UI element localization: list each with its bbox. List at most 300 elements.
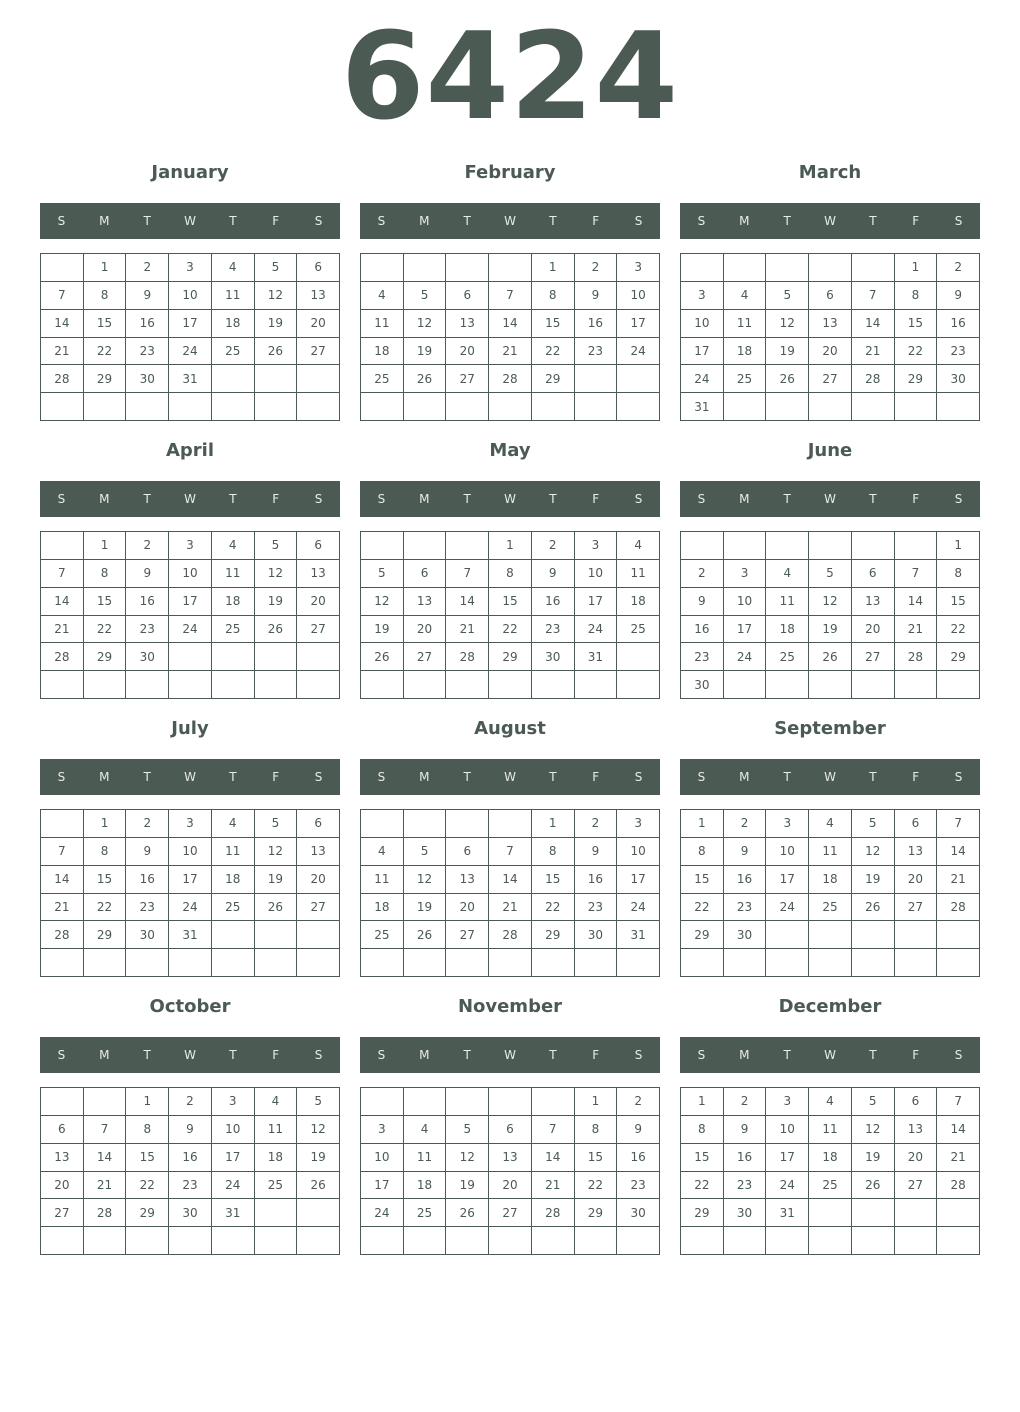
day-cell: 2	[937, 254, 980, 282]
empty-day-cell	[809, 532, 852, 560]
empty-day-cell	[446, 810, 489, 838]
empty-day-cell	[297, 365, 340, 393]
day-cell: 19	[809, 616, 852, 644]
day-cell: 29	[84, 365, 127, 393]
empty-day-cell	[212, 393, 255, 421]
day-cell: 8	[84, 560, 127, 588]
day-cell: 8	[681, 838, 724, 866]
day-cell: 20	[809, 338, 852, 366]
day-cell: 30	[126, 365, 169, 393]
day-cell: 1	[84, 254, 127, 282]
weekday-label: W	[824, 1048, 836, 1062]
day-cell: 8	[937, 560, 980, 588]
day-cell: 28	[852, 365, 895, 393]
day-cell: 13	[809, 310, 852, 338]
day-cell: 25	[766, 643, 809, 671]
day-cell: 1	[532, 810, 575, 838]
empty-day-cell	[84, 949, 127, 977]
day-cell: 31	[212, 1199, 255, 1227]
day-cell: 8	[681, 1116, 724, 1144]
day-grid	[40, 1087, 340, 1255]
day-cell: 6	[852, 560, 895, 588]
day-cell: 2	[126, 810, 169, 838]
empty-day-cell	[575, 671, 618, 699]
day-cell: 21	[489, 894, 532, 922]
empty-day-cell	[724, 671, 767, 699]
empty-day-cell	[895, 921, 938, 949]
empty-day-cell	[126, 949, 169, 977]
day-cell: 6	[446, 838, 489, 866]
day-cell: 24	[212, 1172, 255, 1200]
day-grid	[360, 531, 660, 699]
day-cell: 29	[681, 921, 724, 949]
day-cell: 11	[212, 282, 255, 310]
empty-day-cell	[724, 532, 767, 560]
weekday-label: F	[272, 214, 280, 228]
day-cell: 2	[532, 532, 575, 560]
day-cell: 11	[809, 838, 852, 866]
day-cell: 29	[575, 1199, 618, 1227]
weekday-label: S	[377, 770, 386, 784]
day-cell: 15	[84, 310, 127, 338]
day-cell: 19	[404, 894, 447, 922]
day-cell: 17	[169, 310, 212, 338]
empty-day-cell	[361, 1088, 404, 1116]
empty-day-cell	[126, 671, 169, 699]
day-cell: 9	[126, 560, 169, 588]
empty-day-cell	[169, 671, 212, 699]
day-cell: 11	[724, 310, 767, 338]
day-cell: 2	[169, 1088, 212, 1116]
day-cell: 20	[446, 338, 489, 366]
day-cell: 3	[681, 282, 724, 310]
empty-day-cell	[212, 949, 255, 977]
weekday-label: T	[549, 770, 557, 784]
day-cell: 5	[404, 838, 447, 866]
day-cell: 18	[212, 310, 255, 338]
day-cell: 25	[255, 1172, 298, 1200]
day-cell: 9	[724, 838, 767, 866]
weekday-header	[360, 759, 660, 795]
day-cell: 9	[724, 1116, 767, 1144]
empty-day-cell	[852, 671, 895, 699]
day-cell: 5	[255, 532, 298, 560]
day-cell: 30	[937, 365, 980, 393]
weekday-header	[680, 1037, 980, 1073]
empty-day-cell	[297, 393, 340, 421]
day-cell: 3	[212, 1088, 255, 1116]
day-cell: 20	[489, 1172, 532, 1200]
day-cell: 27	[895, 1172, 938, 1200]
weekday-label: T	[143, 214, 151, 228]
day-cell: 13	[404, 588, 447, 616]
day-cell: 17	[766, 866, 809, 894]
day-cell: 26	[809, 643, 852, 671]
day-cell: 15	[575, 1144, 618, 1172]
day-cell: 10	[766, 838, 809, 866]
empty-day-cell	[852, 1227, 895, 1255]
day-cell: 14	[84, 1144, 127, 1172]
day-cell: 21	[41, 338, 84, 366]
empty-day-cell	[895, 671, 938, 699]
day-cell: 29	[84, 921, 127, 949]
day-cell: 23	[126, 894, 169, 922]
weekday-label: T	[869, 214, 877, 228]
weekday-label: W	[184, 214, 196, 228]
day-cell: 26	[297, 1172, 340, 1200]
weekday-label: T	[463, 214, 471, 228]
weekday-label: S	[954, 492, 963, 506]
weekday-label: F	[272, 1048, 280, 1062]
day-cell: 29	[84, 643, 127, 671]
day-cell: 20	[404, 616, 447, 644]
day-cell: 6	[809, 282, 852, 310]
empty-day-cell	[617, 671, 660, 699]
day-cell: 15	[937, 588, 980, 616]
empty-day-cell	[404, 532, 447, 560]
weekday-label: M	[739, 214, 750, 228]
day-cell: 30	[681, 671, 724, 699]
day-cell: 9	[681, 588, 724, 616]
day-cell: 12	[766, 310, 809, 338]
day-cell: 20	[41, 1172, 84, 1200]
empty-day-cell	[852, 393, 895, 421]
day-cell: 2	[575, 254, 618, 282]
day-cell: 31	[169, 921, 212, 949]
day-cell: 23	[126, 616, 169, 644]
empty-day-cell	[255, 643, 298, 671]
weekday-label: M	[99, 1048, 110, 1062]
month-name: December	[778, 996, 882, 1017]
weekday-label: M	[419, 770, 430, 784]
day-cell: 1	[681, 1088, 724, 1116]
day-cell: 29	[489, 643, 532, 671]
weekday-header	[360, 481, 660, 517]
empty-day-cell	[766, 671, 809, 699]
day-cell: 8	[532, 282, 575, 310]
day-cell: 4	[724, 282, 767, 310]
day-cell: 17	[617, 866, 660, 894]
day-cell: 27	[297, 894, 340, 922]
weekday-label: T	[869, 770, 877, 784]
day-cell: 24	[766, 1172, 809, 1200]
day-cell: 16	[126, 588, 169, 616]
day-cell: 9	[126, 838, 169, 866]
day-cell: 27	[895, 894, 938, 922]
day-cell: 13	[895, 838, 938, 866]
day-cell: 26	[766, 365, 809, 393]
weekday-label: S	[634, 214, 643, 228]
day-cell: 23	[937, 338, 980, 366]
day-cell: 13	[852, 588, 895, 616]
empty-day-cell	[404, 393, 447, 421]
day-cell: 17	[212, 1144, 255, 1172]
empty-day-cell	[41, 1227, 84, 1255]
day-cell: 17	[681, 338, 724, 366]
day-cell: 31	[681, 393, 724, 421]
day-cell: 11	[212, 838, 255, 866]
empty-day-cell	[681, 1227, 724, 1255]
day-cell: 3	[724, 560, 767, 588]
day-cell: 12	[446, 1144, 489, 1172]
empty-day-cell	[404, 1088, 447, 1116]
day-cell: 28	[937, 894, 980, 922]
empty-day-cell	[361, 949, 404, 977]
empty-day-cell	[255, 365, 298, 393]
empty-day-cell	[255, 393, 298, 421]
weekday-label: T	[229, 770, 237, 784]
weekday-label: W	[184, 1048, 196, 1062]
day-cell: 9	[169, 1116, 212, 1144]
weekday-label: T	[869, 1048, 877, 1062]
weekday-label: S	[634, 770, 643, 784]
empty-day-cell	[41, 1088, 84, 1116]
empty-day-cell	[169, 1227, 212, 1255]
weekday-header	[40, 759, 340, 795]
weekday-label: F	[912, 770, 920, 784]
empty-day-cell	[361, 810, 404, 838]
empty-day-cell	[361, 393, 404, 421]
day-cell: 24	[169, 616, 212, 644]
weekday-label: F	[912, 492, 920, 506]
day-cell: 12	[852, 1116, 895, 1144]
day-cell: 22	[84, 894, 127, 922]
day-cell: 25	[404, 1199, 447, 1227]
day-cell: 6	[489, 1116, 532, 1144]
day-cell: 2	[681, 560, 724, 588]
weekday-label: W	[504, 770, 516, 784]
empty-day-cell	[126, 393, 169, 421]
weekday-label: S	[634, 1048, 643, 1062]
weekday-label: F	[592, 214, 600, 228]
empty-day-cell	[766, 254, 809, 282]
day-cell: 10	[617, 282, 660, 310]
empty-day-cell	[681, 532, 724, 560]
day-cell: 23	[126, 338, 169, 366]
empty-day-cell	[809, 671, 852, 699]
day-cell: 17	[617, 310, 660, 338]
day-cell: 25	[361, 365, 404, 393]
day-cell: 22	[937, 616, 980, 644]
day-cell: 11	[361, 310, 404, 338]
day-cell: 2	[724, 1088, 767, 1116]
empty-day-cell	[361, 671, 404, 699]
weekday-label: F	[592, 492, 600, 506]
day-cell: 5	[361, 560, 404, 588]
day-cell: 30	[169, 1199, 212, 1227]
day-cell: 1	[126, 1088, 169, 1116]
day-grid	[360, 1087, 660, 1255]
day-cell: 23	[575, 894, 618, 922]
day-cell: 17	[169, 866, 212, 894]
empty-day-cell	[297, 1227, 340, 1255]
weekday-label: M	[739, 770, 750, 784]
day-cell: 14	[937, 1116, 980, 1144]
empty-day-cell	[852, 254, 895, 282]
day-cell: 19	[852, 866, 895, 894]
day-cell: 28	[41, 921, 84, 949]
day-cell: 3	[169, 254, 212, 282]
empty-day-cell	[41, 532, 84, 560]
day-cell: 24	[575, 616, 618, 644]
empty-day-cell	[41, 949, 84, 977]
day-cell: 8	[895, 282, 938, 310]
weekday-label: F	[592, 1048, 600, 1062]
day-cell: 25	[212, 338, 255, 366]
day-cell: 5	[404, 282, 447, 310]
weekday-label: T	[143, 770, 151, 784]
day-cell: 13	[489, 1144, 532, 1172]
empty-day-cell	[681, 949, 724, 977]
empty-day-cell	[852, 949, 895, 977]
empty-day-cell	[532, 671, 575, 699]
day-cell: 8	[126, 1116, 169, 1144]
weekday-header	[40, 1037, 340, 1073]
day-cell: 29	[126, 1199, 169, 1227]
day-cell: 26	[361, 643, 404, 671]
day-cell: 15	[84, 588, 127, 616]
empty-day-cell	[446, 1227, 489, 1255]
day-cell: 13	[297, 282, 340, 310]
empty-day-cell	[809, 1227, 852, 1255]
weekday-label: M	[99, 214, 110, 228]
day-cell: 10	[212, 1116, 255, 1144]
day-cell: 13	[446, 866, 489, 894]
day-cell: 22	[84, 616, 127, 644]
day-cell: 9	[937, 282, 980, 310]
day-grid	[40, 253, 340, 421]
day-cell: 2	[126, 532, 169, 560]
empty-day-cell	[212, 365, 255, 393]
day-cell: 23	[724, 894, 767, 922]
day-grid	[40, 809, 340, 977]
weekday-label: M	[419, 214, 430, 228]
empty-day-cell	[297, 671, 340, 699]
weekday-label: T	[143, 492, 151, 506]
weekday-label: F	[272, 492, 280, 506]
day-cell: 14	[489, 866, 532, 894]
empty-day-cell	[404, 949, 447, 977]
weekday-label: S	[634, 492, 643, 506]
weekday-label: T	[229, 1048, 237, 1062]
day-cell: 19	[255, 310, 298, 338]
day-cell: 24	[681, 365, 724, 393]
day-cell: 31	[766, 1199, 809, 1227]
day-cell: 9	[532, 560, 575, 588]
day-cell: 4	[766, 560, 809, 588]
day-cell: 15	[681, 1144, 724, 1172]
month-name: April	[165, 440, 215, 461]
weekday-label: S	[314, 1048, 323, 1062]
empty-day-cell	[724, 393, 767, 421]
empty-day-cell	[766, 921, 809, 949]
empty-day-cell	[84, 1227, 127, 1255]
day-cell: 10	[724, 588, 767, 616]
day-cell: 9	[126, 282, 169, 310]
weekday-label: T	[463, 492, 471, 506]
empty-day-cell	[489, 254, 532, 282]
weekday-label: T	[783, 1048, 791, 1062]
empty-day-cell	[809, 1199, 852, 1227]
empty-day-cell	[255, 1199, 298, 1227]
day-cell: 26	[255, 894, 298, 922]
day-cell: 3	[169, 810, 212, 838]
day-cell: 7	[41, 282, 84, 310]
empty-day-cell	[575, 393, 618, 421]
day-cell: 6	[446, 282, 489, 310]
empty-day-cell	[84, 393, 127, 421]
day-cell: 17	[724, 616, 767, 644]
empty-day-cell	[126, 1227, 169, 1255]
empty-day-cell	[212, 671, 255, 699]
day-cell: 16	[126, 866, 169, 894]
empty-day-cell	[532, 393, 575, 421]
day-grid	[680, 253, 980, 421]
day-cell: 24	[617, 338, 660, 366]
day-cell: 1	[84, 810, 127, 838]
day-cell: 25	[809, 894, 852, 922]
day-cell: 28	[41, 643, 84, 671]
empty-day-cell	[255, 1227, 298, 1255]
day-cell: 21	[489, 338, 532, 366]
day-cell: 18	[766, 616, 809, 644]
weekday-label: S	[954, 770, 963, 784]
weekday-label: S	[697, 1048, 706, 1062]
weekday-label: S	[954, 214, 963, 228]
day-cell: 13	[895, 1116, 938, 1144]
day-cell: 1	[489, 532, 532, 560]
weekday-label: T	[229, 214, 237, 228]
weekday-label: T	[463, 1048, 471, 1062]
day-cell: 10	[169, 282, 212, 310]
day-cell: 12	[255, 838, 298, 866]
day-cell: 13	[446, 310, 489, 338]
day-cell: 6	[41, 1116, 84, 1144]
day-cell: 18	[361, 338, 404, 366]
day-cell: 21	[532, 1172, 575, 1200]
day-cell: 18	[809, 866, 852, 894]
day-cell: 20	[895, 1144, 938, 1172]
day-cell: 7	[532, 1116, 575, 1144]
day-cell: 17	[766, 1144, 809, 1172]
day-cell: 28	[937, 1172, 980, 1200]
day-cell: 19	[852, 1144, 895, 1172]
day-cell: 1	[937, 532, 980, 560]
day-cell: 29	[532, 921, 575, 949]
day-cell: 4	[404, 1116, 447, 1144]
day-cell: 28	[41, 365, 84, 393]
day-cell: 28	[84, 1199, 127, 1227]
day-cell: 26	[404, 365, 447, 393]
day-cell: 28	[489, 921, 532, 949]
day-cell: 5	[297, 1088, 340, 1116]
day-cell: 9	[575, 838, 618, 866]
empty-day-cell	[41, 393, 84, 421]
month-name: September	[774, 718, 886, 739]
weekday-label: S	[954, 1048, 963, 1062]
empty-day-cell	[766, 1227, 809, 1255]
empty-day-cell	[489, 949, 532, 977]
day-grid	[680, 1087, 980, 1255]
day-cell: 20	[297, 866, 340, 894]
day-cell: 3	[766, 810, 809, 838]
day-cell: 16	[617, 1144, 660, 1172]
empty-day-cell	[297, 921, 340, 949]
empty-day-cell	[212, 1227, 255, 1255]
day-cell: 19	[255, 866, 298, 894]
day-cell: 6	[297, 254, 340, 282]
weekday-label: T	[783, 492, 791, 506]
